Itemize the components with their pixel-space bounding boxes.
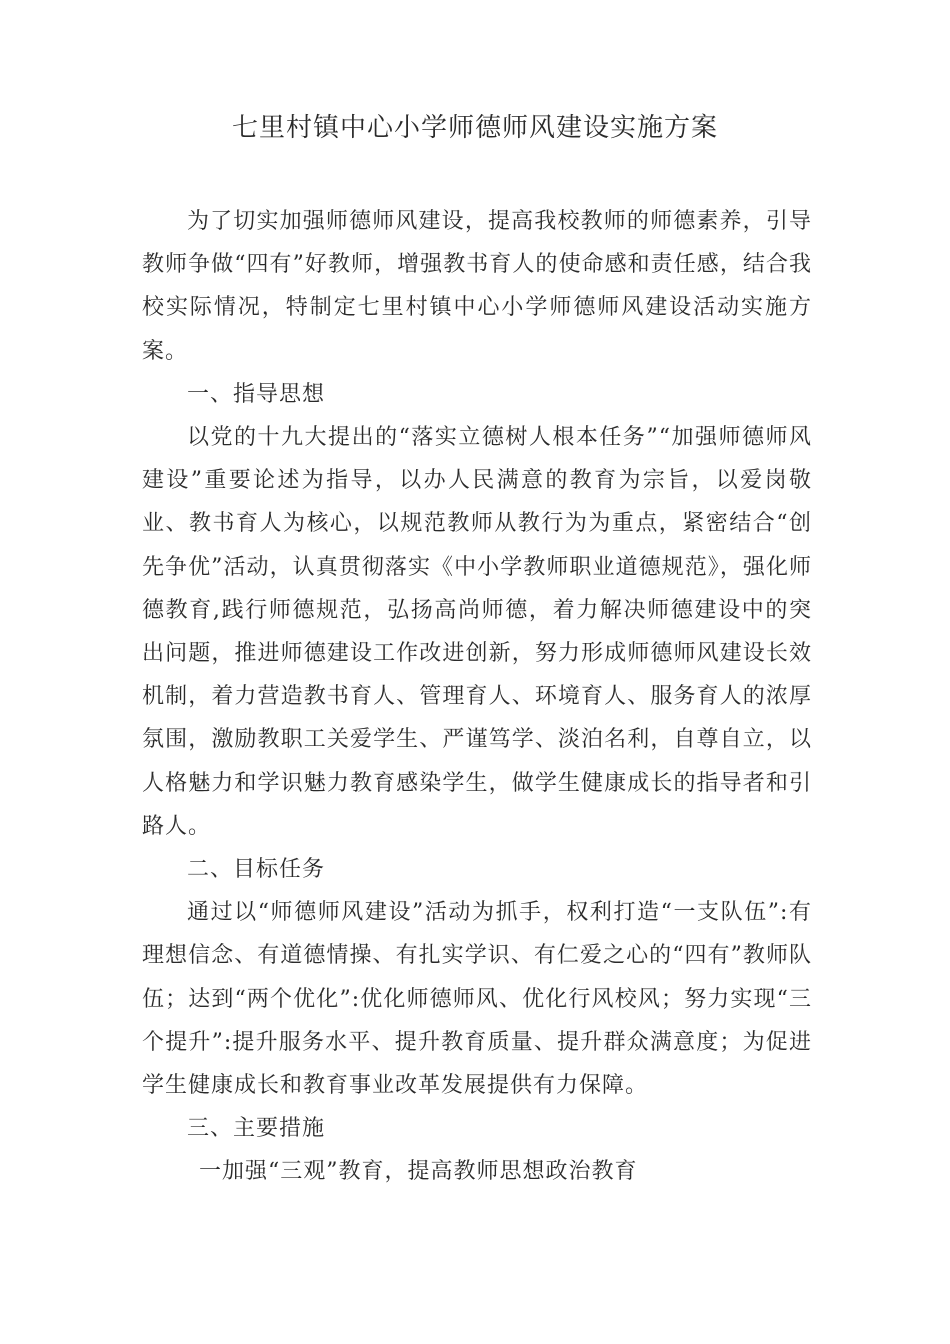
document-body bbox=[142, 200, 812, 1194]
document-title: 七里村镇中心小学师德师风建设实施方案 bbox=[231, 113, 718, 143]
section-heading-objectives: 二、目标任务 bbox=[187, 857, 326, 883]
intro-paragraph: 为了切实加强师德师风建设，提高我校教师的师德素养，引导教师争做“四有”好教师，增强教书育人的使命感和责任感，结合我校实际情况，特制定七里村镇中心小学师德师风建设活动实施方案。 bbox=[142, 209, 812, 364]
objectives-paragraph: 通过以“师德师风建设”活动为抓手，权利打造“一支队伍”:有理想信念、有道德情操、有扎实学识、有仁爱之心的“四有”教师队伍；达到“两个优化”:优化师德师风、优化行风校风；努力实现“三个提升”:提升服务水平、提升教育质量、提升群众满意度；为促进学生健康成长和教育事业改革发展提供有力保障。 bbox=[142, 900, 812, 1099]
section-heading-guiding-ideology: 一、指导思想 bbox=[187, 381, 326, 407]
section-heading-main-measures: 三、主要措施 bbox=[187, 1116, 326, 1142]
guiding-ideology-paragraph: 以党的十九大提出的“落实立德树人根本任务”“加强师德师风建设”重要论述为指导，以办人民满意的教育为宗旨，以爱岗敬业、教书育人为核心，以规范教师从教行为为重点，紧密结合“创先争优”活动，认真贯彻落实《中小学教师职业道德规范》，强化师德教育,践行师德规范，弘扬高尚师德，着力解决师德建设中的突出问题，推进师德建设工作改进创新，努力形成师德师风建设长效机制，着力营造教书育人、管理育人、环境育人、服务育人的浓厚氛围，激励教职工关爱学生、严谨笃学、淡泊名利，自尊自立，以人格魅力和学识魅力教育感染学生，做学生健康成长的指导者和引路人。 bbox=[142, 425, 812, 839]
measure-subheading-1: 一加强“三观”教育，提高教师思想政治教育 bbox=[199, 1159, 638, 1185]
